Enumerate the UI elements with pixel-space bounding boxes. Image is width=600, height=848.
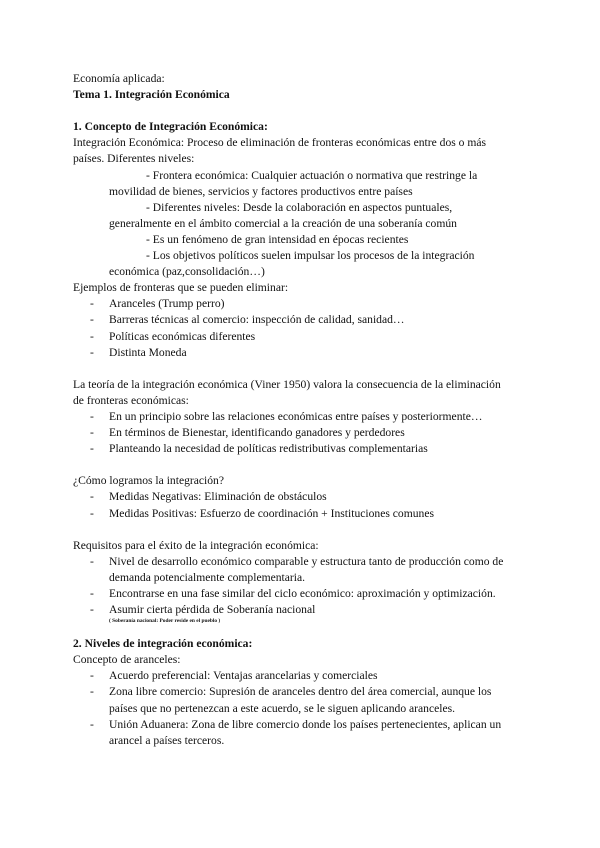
sub-item-line: - Es un fenómeno de gran intensidad en épocas recientes <box>146 232 409 246</box>
viner-paragraph: de fronteras económicas: <box>73 393 189 407</box>
sub-item-line: - Frontera económica: Cualquier actuación o normativa que restringe la <box>146 168 478 182</box>
list-item: - Planteando la necesidad de políticas redistributivas complementarias <box>90 442 428 456</box>
sub-item-line: económica (paz,consolidación…) <box>109 265 265 279</box>
list-item: - Distinta Moneda <box>90 345 187 359</box>
list-item: - Barreras técnicas al comercio: inspección de calidad, sanidad… <box>90 313 405 327</box>
list-item: - Encontrarse en una fase similar del ciclo económico: aproximación y optimización. <box>90 587 496 600</box>
subject-line: Economía aplicada: <box>73 72 165 85</box>
sovereignty-note: ( Soberanía nacional: Poder reside en el pueblo ) <box>109 618 221 625</box>
definition-line: Integración Económica: Proceso de eliminación de fronteras económicas entre dos o más <box>73 136 487 150</box>
list-item: - En un principio sobre las relaciones económicas entre países y posteriormente… <box>90 409 483 423</box>
list-item: - Acuerdo preferencial: Ventajas arancelarias y comerciales <box>90 669 378 683</box>
sub-item-line: - Diferentes niveles: Desde la colaboración en aspectos puntuales, <box>146 200 453 214</box>
sub-item-line: - Los objetivos políticos suelen impulsar los procesos de la integración <box>146 249 475 263</box>
list-item: - Políticas económicas diferentes <box>90 329 256 343</box>
list-item: - Medidas Negativas: Eliminación de obstáculos <box>90 490 327 504</box>
section1-heading: 1. Concepto de Integración Económica: <box>73 120 268 134</box>
list-item: - En términos de Bienestar, identificando ganadores y perdedores <box>90 426 405 440</box>
list-item: - Zona libre comercio: Supresión de aranceles dentro del área comercial, aunque los <box>90 685 492 699</box>
list-item: - Unión Aduanera: Zona de libre comercio donde los países pertenecientes, aplican un <box>90 717 502 731</box>
sub-item-line: generalmente en el ámbito comercial a la creación de una soberanía común <box>109 216 457 230</box>
section2-heading: 2. Niveles de integración económica: <box>73 637 253 651</box>
list-item: - Asumir cierta pérdida de Soberanía nacional <box>90 603 316 617</box>
how-question: ¿Cómo logramos la integración? <box>73 474 224 488</box>
list-item: - Medidas Positivas: Esfuerzo de coordinación + Instituciones comunes <box>90 506 434 520</box>
list-item-continuation: demanda potencialmente complementaria. <box>109 570 306 584</box>
list-item-continuation: arancel a países terceros. <box>109 733 225 747</box>
list-item-continuation: países que no pertenezcan a este acuerdo, se le siguen aplicando aranceles. <box>109 701 456 715</box>
list-item: - Aranceles (Trump perro) <box>90 297 225 311</box>
sub-item-line: movilidad de bienes, servicios y factores productivos entre países <box>109 184 413 198</box>
topic-title: Tema 1. Integración Económica <box>73 88 230 102</box>
concept-line: Concepto de aranceles: <box>73 653 181 667</box>
examples-intro: Ejemplos de fronteras que se pueden eliminar: <box>73 281 289 295</box>
definition-line: países. Diferentes niveles: <box>73 152 195 166</box>
requirements-intro: Requisitos para el éxito de la integración económica: <box>73 538 319 552</box>
viner-paragraph: La teoría de la integración económica (Viner 1950) valora la consecuencia de la eliminación <box>73 377 501 391</box>
document-page <box>73 71 533 749</box>
list-item: - Nivel de desarrollo económico comparable y estructura tanto de producción como de <box>90 554 504 568</box>
